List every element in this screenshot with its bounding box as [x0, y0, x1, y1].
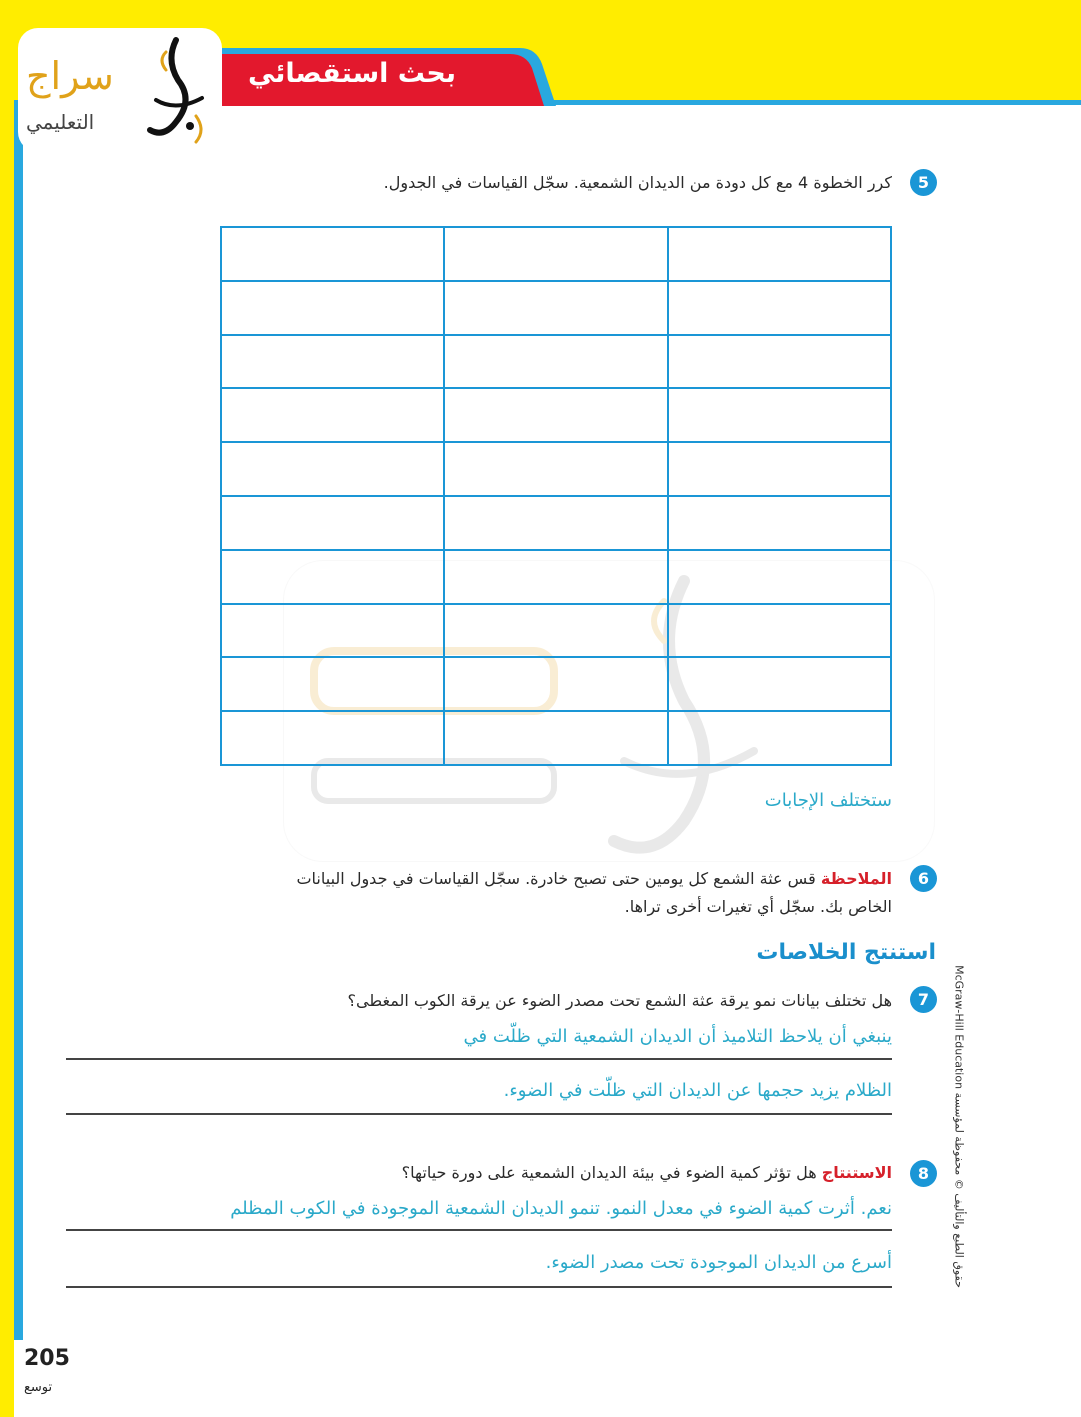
table-cell[interactable]: [444, 281, 667, 335]
table-row: [221, 604, 891, 658]
step-5-text: كرر الخطوة 4 مع كل دودة من الديدان الشمعية. سجّل القياسات في الجدول.: [383, 173, 892, 192]
step-7-answer-rule-2: [66, 1113, 892, 1115]
table-cell[interactable]: [668, 711, 891, 765]
step-8-question-line: [200, 1163, 892, 1182]
step-8-answer-line-1: نعم. أثرت كمية الضوء في معدل النمو. تنمو الديدان الشمعية الموجودة في الكوب المظلم: [230, 1198, 892, 1219]
step-7-badge: 7: [910, 986, 937, 1013]
table-row: [221, 442, 891, 496]
logo-tagline: التعليمي: [26, 110, 95, 134]
table-cell[interactable]: [668, 442, 891, 496]
step-8-answer-rule-1: [66, 1229, 892, 1231]
step-8-answer-rule-2: [66, 1286, 892, 1288]
left-yellow-band: [0, 0, 14, 1417]
step-6-line-2: الخاص بك. سجّل أي تغيرات أخرى تراها.: [624, 897, 892, 916]
table-cell[interactable]: [221, 281, 444, 335]
table-cell[interactable]: [668, 335, 891, 389]
table-cell[interactable]: [668, 388, 891, 442]
step-7-answer-line-2: الظلام يزيد حجمها عن الديدان التي ظلّت في الضوء.: [503, 1080, 892, 1101]
table-cell[interactable]: [444, 496, 667, 550]
page-title: بحث استقصائي: [247, 58, 456, 89]
table-cell[interactable]: [221, 335, 444, 389]
table-row: [221, 711, 891, 765]
step-6-badge: 6: [910, 865, 937, 892]
table-cell[interactable]: [444, 657, 667, 711]
table-row: [221, 227, 891, 281]
table-cell[interactable]: [221, 442, 444, 496]
logo-calligraphy-icon: [136, 30, 220, 150]
table-cell[interactable]: [221, 496, 444, 550]
step-8-keyword: الاستنتاج: [821, 1163, 892, 1182]
table-row: [221, 281, 891, 335]
table-cell[interactable]: [444, 388, 667, 442]
step-7-answer-rule-1: [66, 1058, 892, 1060]
table-cell[interactable]: [221, 657, 444, 711]
left-blue-rule: [14, 100, 23, 1340]
step-7-answer-line-1: ينبغي أن يلاحظ التلاميذ أن الديدان الشمعية التي ظلّت في: [463, 1026, 892, 1047]
table-cell[interactable]: [668, 550, 891, 604]
table-cell[interactable]: [444, 335, 667, 389]
conclusions-heading: استنتج الخلاصات: [756, 940, 936, 965]
table-row: [221, 388, 891, 442]
page-tag: توسع: [24, 1380, 53, 1395]
step-8-question: هل تؤثر كمية الضوء في بيئة الديدان الشمعية على دورة حياتها؟: [401, 1163, 817, 1182]
table-cell[interactable]: [444, 711, 667, 765]
step-5-badge: 5: [910, 169, 937, 196]
table-cell[interactable]: [444, 442, 667, 496]
data-table: [220, 226, 892, 766]
step-7-question: هل تختلف بيانات نمو يرقة عثة الشمع تحت مصدر الضوء عن يرقة الكوب المغطى؟: [347, 991, 892, 1010]
table-cell[interactable]: [221, 711, 444, 765]
table-cell[interactable]: [444, 604, 667, 658]
table-row: [221, 550, 891, 604]
logo-name: سراج: [26, 54, 114, 98]
table-cell[interactable]: [221, 227, 444, 281]
table-cell[interactable]: [668, 657, 891, 711]
table-cell[interactable]: [221, 604, 444, 658]
copyright-credit: [944, 920, 968, 1350]
table-cell[interactable]: [668, 227, 891, 281]
table-row: [221, 335, 891, 389]
table-cell[interactable]: [221, 388, 444, 442]
step-6-line-1: [150, 869, 892, 888]
table-answer-note: ستختلف الإجابات: [764, 790, 892, 811]
copyright-text: حقوق الطبع والتأليف © محفوظة لمؤسسة McGraw-Hill Education: [952, 965, 966, 1288]
step-6-keyword: الملاحظة: [820, 869, 892, 888]
table-cell[interactable]: [668, 281, 891, 335]
table-cell[interactable]: [668, 496, 891, 550]
table-row: [221, 496, 891, 550]
table-row: [221, 657, 891, 711]
table-cell[interactable]: [221, 550, 444, 604]
table-cell[interactable]: [668, 604, 891, 658]
step-8-badge: 8: [910, 1160, 937, 1187]
table-cell[interactable]: [444, 550, 667, 604]
step-8-answer-line-2: أسرع من الديدان الموجودة تحت مصدر الضوء.: [545, 1252, 892, 1273]
step-6-text: قس عثة الشمع كل يومين حتى تصبح خادرة. سجّل القياسات في جدول البيانات: [296, 869, 816, 888]
page-number: 205: [24, 1346, 70, 1371]
table-cell[interactable]: [444, 227, 667, 281]
